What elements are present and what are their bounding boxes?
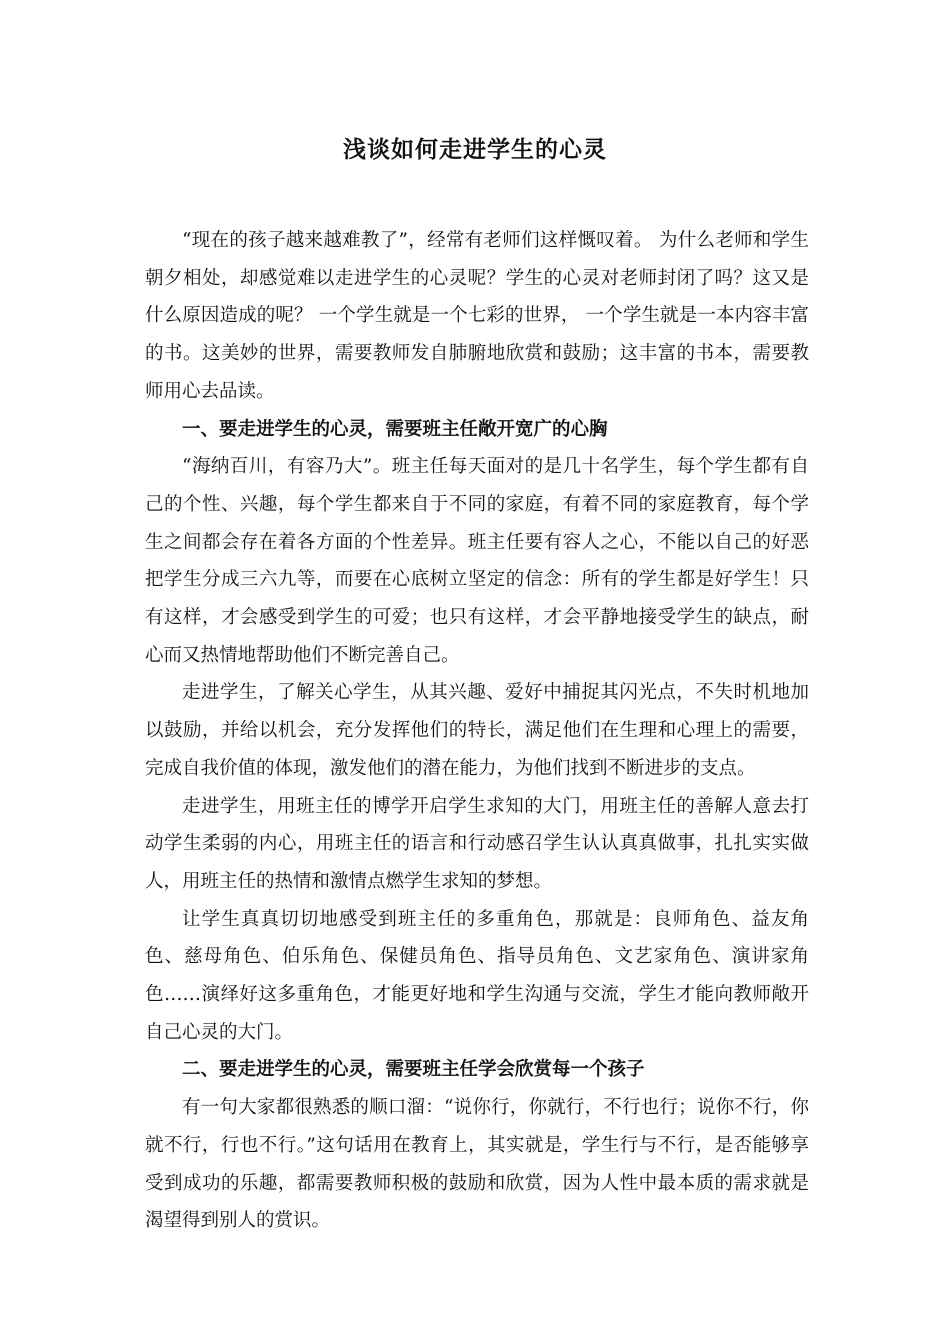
paragraph: 走进学生，了解关心学生，从其兴趣、爱好中捕捉其闪光点，不失时机地加以鼓励，并给以机会，充分发挥他们的特长，满足他们在生理和心理上的需要，完成自我价值的体现，激发他们的潜在能力，为他们找到不断进步的支点。	[145, 682, 809, 779]
section-heading-2: 二、要走进学生的心灵，需要班主任学会欣赏每一个孩子	[182, 1059, 645, 1081]
document-title: 浅谈如何走进学生的心灵	[343, 136, 607, 163]
paragraph: 让学生真真切切地感受到班主任的多重角色，那就是：良师角色、益友角色、慈母角色、伯乐角色、保健员角色、指导员角色、文艺家角色、演讲家角色……演绎好这多重角色，才能更好地和学生沟通与交流，学生才能向教师敞开自己心灵的大门。	[145, 908, 809, 1043]
section-heading-1: 一、要走进学生的心灵，需要班主任敞开宽广的心胸	[182, 418, 608, 440]
document-body	[145, 222, 809, 1240]
paragraph: 走进学生，用班主任的博学开启学生求知的大门，用班主任的善解人意去打动学生柔弱的内心，用班主任的语言和行动感召学生认认真真做事，扎扎实实做人，用班主任的热情和激情点燃学生求知的梦想。	[145, 795, 809, 892]
paragraph: 有一句大家都很熟悉的顺口溜：“说你行，你就行，不行也行；说你不行，你就不行，行也不行。”这句话用在教育上，其实就是，学生行与不行，是否能够享受到成功的乐趣，都需要教师积极的鼓励和欣赏，因为人性中最本质的需求就是渴望得到别人的赏识。	[145, 1097, 809, 1232]
paragraph-intro: “现在的孩子越来越难教了”，经常有老师们这样慨叹着。 为什么老师和学生朝夕相处，却感觉难以走进学生的心灵呢？学生的心灵对老师封闭了吗？这又是什么原因造成的呢？ 一个学生就是一个七彩的世界， 一个学生就是一本内容丰富的书。这美妙的世界，需要教师发自肺腑地欣赏和鼓励；这丰富的书本，需要教师用心去品读。	[145, 230, 809, 402]
paragraph: “海纳百川，有容乃大”。班主任每天面对的是几十名学生，每个学生都有自己的个性、兴趣，每个学生都来自于不同的家庭，有着不同的家庭教育，每个学生之间都会存在着各方面的个性差异。班主任要有容人之心，不能以自己的好恶把学生分成三六九等，而要在心底树立坚定的信念：所有的学生都是好学生！只有这样，才会感受到学生的可爱；也只有这样，才会平静地接受学生的缺点，耐心而又热情地帮助他们不断完善自己。	[145, 456, 809, 666]
